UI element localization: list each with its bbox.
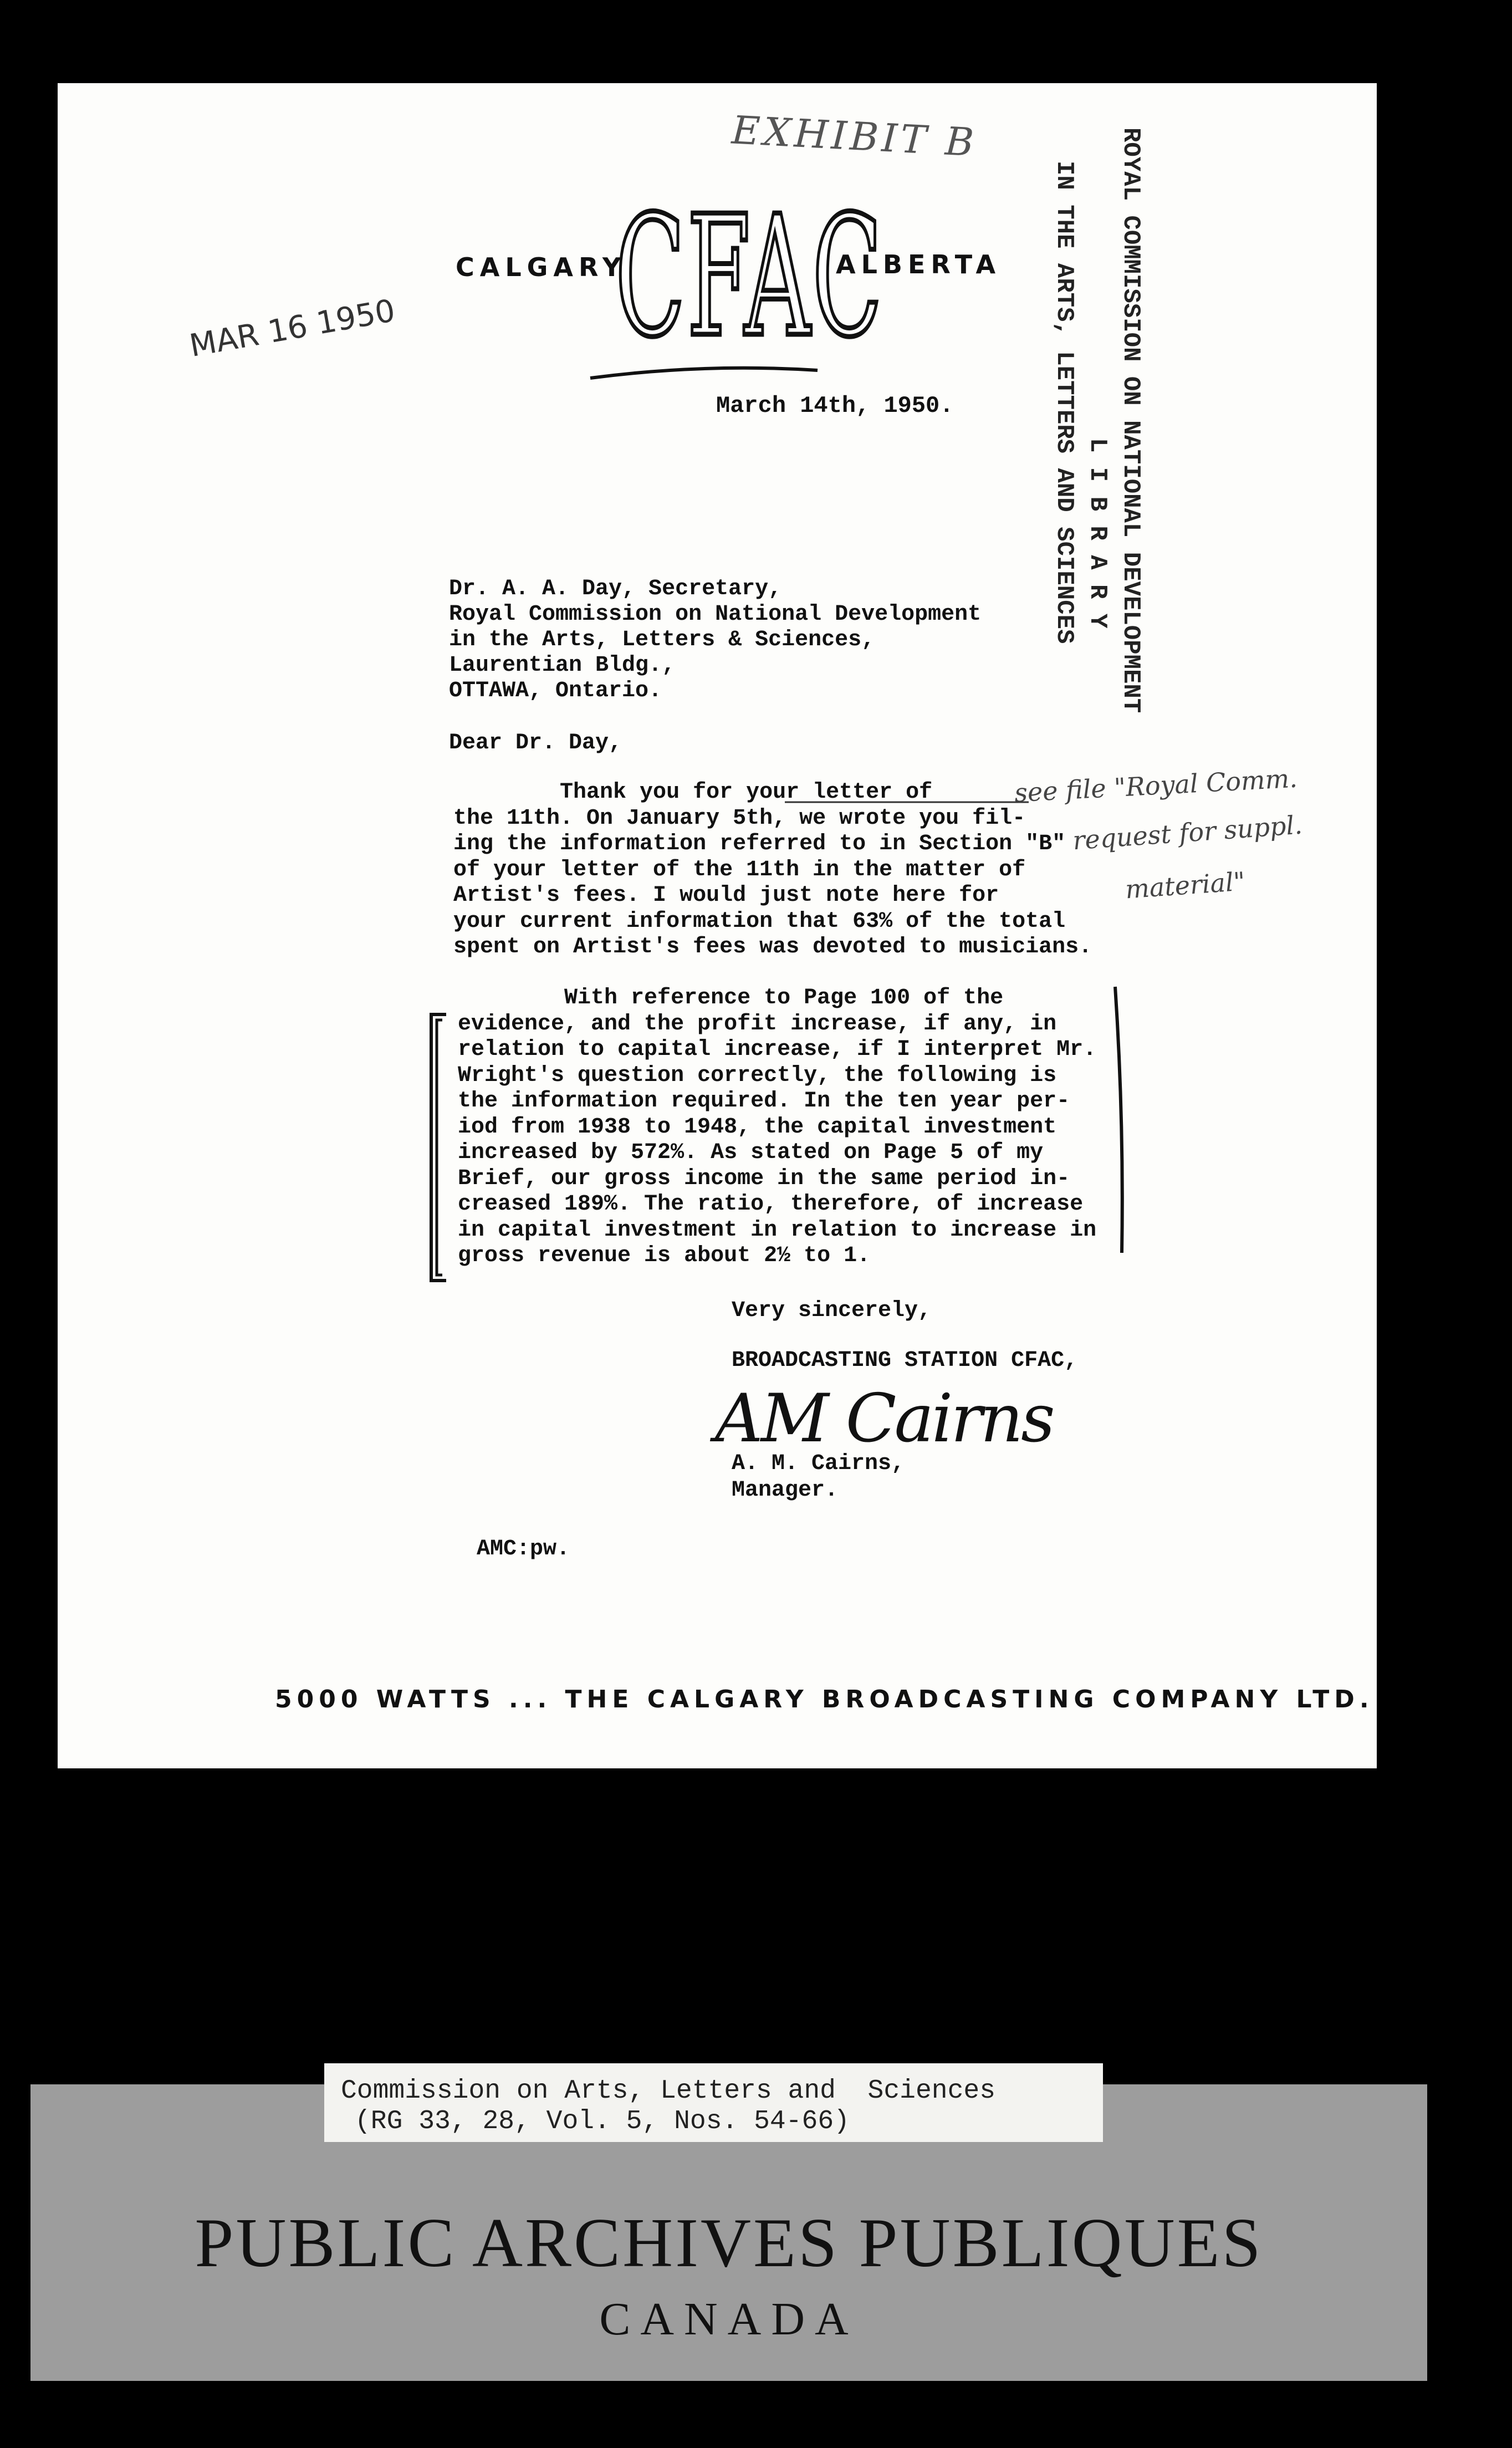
paragraph-line: increased by 572%. As stated on Page 5 of my bbox=[458, 1140, 1044, 1165]
paragraph-line: Wright's question correctly, the following is bbox=[458, 1063, 1057, 1088]
paragraph-line: your current information that 63% of the total bbox=[453, 909, 1066, 934]
paragraph-line: creased 189%. The ratio, therefore, of increase bbox=[458, 1192, 1084, 1217]
received-date-stamp: MAR 16 1950 bbox=[187, 292, 398, 365]
margin-note-line3: material" bbox=[1124, 866, 1247, 905]
paragraph-artist-fees bbox=[453, 780, 1092, 961]
right-bracket-mark bbox=[1109, 981, 1142, 1258]
paragraph-line: With reference to Page 100 of the bbox=[458, 986, 1004, 1011]
station-logo: CFAC bbox=[615, 180, 884, 374]
paragraph-line: Artist's fees. I would just note here for bbox=[453, 883, 999, 908]
paragraph-line: in capital investment in relation to increase in bbox=[458, 1217, 1097, 1243]
paragraph-line: spent on Artist's fees was devoted to musicians. bbox=[453, 935, 1092, 960]
address-line: OTTAWA, Ontario. bbox=[449, 679, 662, 703]
paragraph-capital-investment bbox=[458, 986, 1096, 1269]
signer-name: A. M. Cairns, bbox=[732, 1451, 905, 1476]
archive-country: CANADA bbox=[599, 2293, 859, 2345]
library-stamp-line3: IN THE ARTS, LETTERS AND SCIENCES bbox=[1050, 161, 1078, 644]
exhibit-note: EXHIBIT B bbox=[731, 107, 978, 166]
paragraph-line: Brief, our gross income in the same period in- bbox=[458, 1166, 1070, 1191]
letterhead-city: CALGARY bbox=[456, 252, 627, 282]
address-line: in the Arts, Letters & Sciences, bbox=[449, 628, 875, 652]
paragraph-line: Thank you for your letter of bbox=[453, 780, 933, 805]
typist-initials: AMC:pw. bbox=[477, 1537, 570, 1562]
paragraph-line: the 11th. On January 5th, we wrote you fil- bbox=[453, 805, 1026, 831]
library-stamp-line2: L I B R A R Y bbox=[1084, 438, 1111, 629]
paragraph-line: the information required. In the ten year per- bbox=[458, 1089, 1070, 1114]
paragraph-line: evidence, and the profit increase, if any, in bbox=[458, 1011, 1057, 1037]
margin-note-line2: request for suppl. bbox=[1071, 809, 1304, 856]
letterhead-footer: 5000 WATTS ... THE CALGARY BROADCASTING COMPANY LTD. bbox=[275, 1685, 1374, 1713]
station-name: BROADCASTING STATION CFAC, bbox=[732, 1348, 1078, 1373]
archive-label-line2: (RG 33, 28, Vol. 5, Nos. 54-66) bbox=[355, 2107, 850, 2136]
archive-title: PUBLIC ARCHIVES PUBLIQUES bbox=[195, 2205, 1263, 2282]
paragraph-line: of your letter of the 11th in the matter of bbox=[453, 857, 1026, 883]
address-line: Laurentian Bldg., bbox=[449, 653, 676, 678]
closing: Very sincerely, bbox=[732, 1298, 932, 1323]
paragraph-line: gross revenue is about 2½ to 1. bbox=[458, 1243, 871, 1268]
left-bracket-mark bbox=[421, 1009, 454, 1286]
library-stamp-line1: ROYAL COMMISSION ON NATIONAL DEVELOPMENT bbox=[1117, 128, 1145, 713]
recipient-address bbox=[449, 577, 981, 704]
margin-note-line1: see file "Royal Comm. bbox=[1013, 763, 1298, 808]
library-stamp bbox=[1048, 128, 1147, 713]
address-line: Royal Commission on National Development bbox=[449, 602, 982, 627]
paragraph-line: relation to capital increase, if I interpret Mr. bbox=[458, 1037, 1097, 1062]
handwritten-signature: AM Cairns bbox=[715, 1380, 1053, 1457]
letter-date: March 14th, 1950. bbox=[716, 392, 954, 419]
paragraph-line: iod from 1938 to 1948, the capital investment bbox=[458, 1114, 1057, 1140]
archive-label-line1: Commission on Arts, Letters and Sciences bbox=[341, 2076, 995, 2106]
logo-underline bbox=[588, 360, 820, 382]
address-line: Dr. A. A. Day, Secretary, bbox=[449, 577, 782, 601]
underline-mark bbox=[785, 799, 1029, 805]
letterhead-province: ALBERTA bbox=[836, 249, 1002, 279]
paragraph-line: ing the information referred to in Section "B" bbox=[453, 832, 1066, 856]
salutation: Dear Dr. Day, bbox=[449, 731, 622, 756]
signer-title: Manager. bbox=[732, 1478, 839, 1503]
